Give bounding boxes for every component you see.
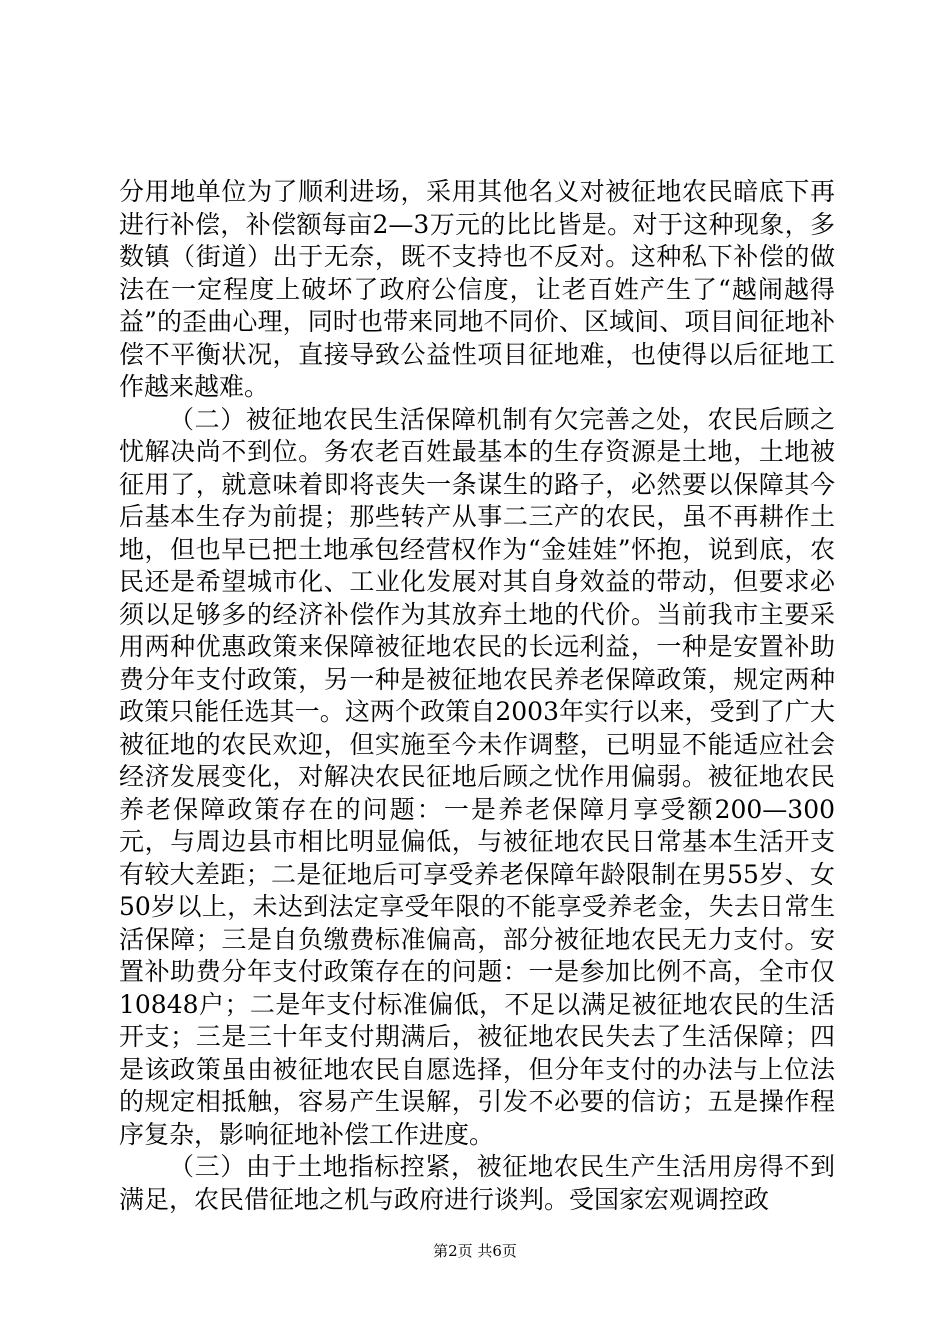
document-body — [119, 176, 835, 1216]
paragraph-section-2: （二）被征地农民生活保障机制有欠完善之处，农民后顾之忧解决尚不到位。务农老百姓最基本的生存资源是土地，土地被征用了，就意味着即将丧失一条谋生的路子，必然要以保障其今后基本生存为前提；那些转产从事二三产的农民，虽不再耕作土地，但也早已把土地承包经营权作为“金娃娃”怀抱，说到底，农民还是希望城市化、工业化发展对其自身效益的带动，但要求必须以足够多的经济补偿作为其放弃土地的代价。当前我市主要采用两种优惠政策来保障被征地农民的长远利益，一种是安置补助费分年支付政策，另一种是被征地农民养老保障政策，规定两种政策只能任选其一。这两个政策自2003年实行以来，受到了广大被征地的农民欢迎，但实施至今未作调整，已明显不能适应社会经济发展变化，对解决农民征地后顾之忧作用偏弱。被征地农民养老保障政策存在的问题：一是养老保障月享受额200—300元，与周边县市相比明显偏低，与被征地农民日常基本生活开支有较大差距；二是征地后可享受养老保障年龄限制在男55岁、女50岁以上，未达到法定享受年限的不能享受养老金，失去日常生活保障；三是自负缴费标准偏高，部分被征地农民无力支付。安置补助费分年支付政策存在的问题：一是参加比例不高，全市仅10848户；二是年支付标准偏低，不足以满足被征地农民的生活开支；三是三十年支付期满后，被征地农民失去了生活保障；四是该政策虽由被征地农民自愿选择，但分年支付的办法与上位法的规定相抵触，容易产生误解，引发不必要的信访；五是操作程序复杂，影响征地补偿工作进度。 — [119, 404, 835, 1149]
paragraph-continuation: 分用地单位为了顺利进场，采用其他名义对被征地农民暗底下再进行补偿，补偿额每亩2—3万元的比比皆是。对于这种现象，多数镇（街道）出于无奈，既不支持也不反对。这种私下补偿的做法在一定程度上破坏了政府公信度，让老百姓产生了“越闹越得益”的歪曲心理，同时也带来同地不同价、区域间、项目间征地补偿不平衡状况，直接导致公益性项目征地难，也使得以后征地工作越来越难。 — [119, 177, 835, 401]
page-footer: 第2页 共6页 — [433, 1242, 517, 1260]
paragraph-section-3: （三）由于土地指标控紧，被征地农民生产生活用房得不到满足，农民借征地之机与政府进行谈判。受国家宏观调控政 — [119, 1152, 835, 1214]
